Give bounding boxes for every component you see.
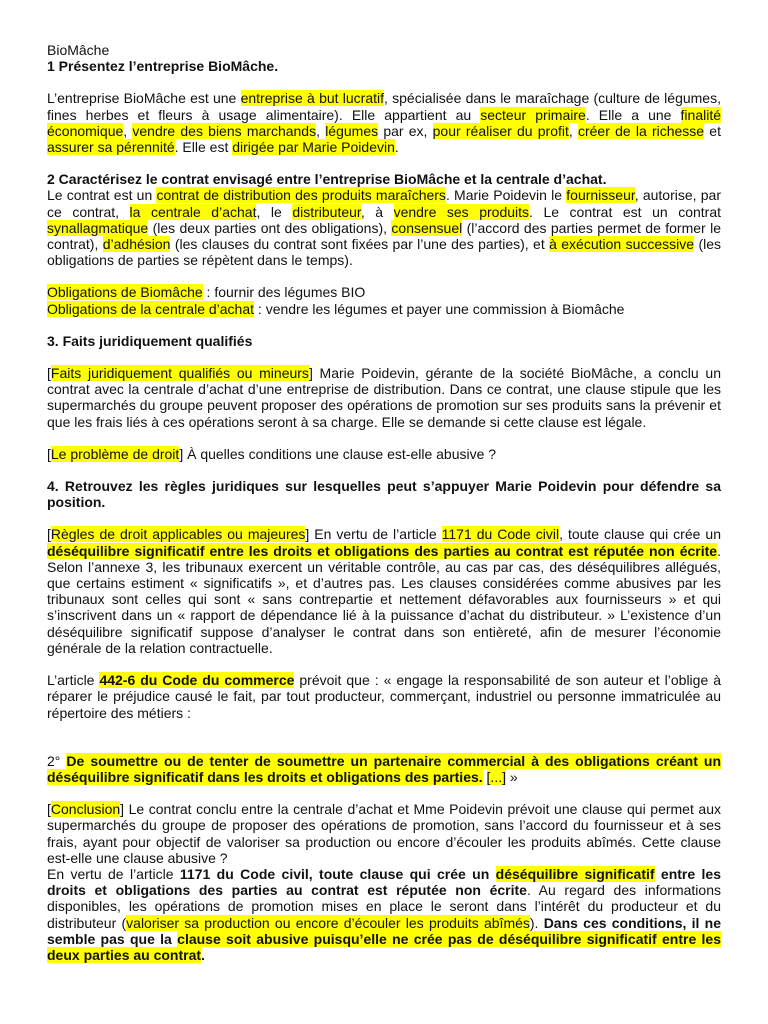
highlight: Règles de droit applicables ou majeures <box>50 526 306 543</box>
highlight: vendre ses produits <box>393 203 530 220</box>
highlight: entreprise à but lucratif <box>240 90 384 107</box>
highlight: distributeur <box>292 203 361 220</box>
highlight: synallagmatique <box>47 219 149 236</box>
biomache-obligations: Obligations de Biomâche : fournir des légumes BIO <box>47 284 366 301</box>
q4-final-paragraph: En vertu de l’article 1171 du Code civil, toute clause qui crée un déséquilibre significatif entre les droits et obligations des parties au contrat est réputée non écrite. Au regard des informations disponibles, les opérations de promotion mises en place le seront dans l’intérêt du producteur et du distributeur (valoriser sa production ou encore d’écouler les produits abîmés). Dans ces conditions, il ne semble pas que la clause soit abusive puisqu’elle ne crée pas de déséquilibre significatif entre les deux parties au contrat. <box>47 865 721 963</box>
document-title: BioMâche <box>47 42 110 58</box>
highlight: pour réaliser du profit <box>432 122 569 139</box>
highlight: fournisseur <box>566 187 635 204</box>
highlight: De soumettre ou de tenter de soumettre un partenaire commercial à des obligations créant un déséquilibre significatif dans les droits et obligations des parties. <box>47 752 721 785</box>
q3-problem: [Le problème de droit] À quelles conditions une clause est-elle abusive ? <box>47 445 497 462</box>
q4-quote-paragraph: 2° De soumettre ou de tenter de soumettre un partenaire commercial à des obligations créant un déséquilibre significatif dans les droits et obligations des parties. [...] » <box>47 752 721 785</box>
q1-heading: 1 Présentez l’entreprise BioMâche. <box>47 58 279 75</box>
highlight: contrat de distribution des produits maraîchers <box>156 187 446 204</box>
highlight: Faits juridiquement qualifiés ou mineurs <box>50 365 309 382</box>
q4-conclusion-paragraph: [Conclusion] Le contrat conclu entre la centrale d’achat et Mme Poidevin prévoit une clause qui permet aux supermarchés du groupe de proposer des opérations de promotion, sans l’accord du fournisseur et à ses frais, ayant pour objectif de valoriser sa production ou encore d’écouler les produits abîmés. Cette clause est-elle une clause abusive ? <box>47 801 721 866</box>
highlight: créer de la richesse <box>577 122 705 139</box>
highlight: la centrale d’achat <box>129 203 257 220</box>
highlight: Le problème de droit <box>50 445 180 462</box>
highlight: légumes <box>325 122 379 139</box>
highlight: à exécution successive <box>549 236 695 253</box>
highlight: finalité économique <box>47 106 721 139</box>
highlight: valoriser sa production ou encore d’écouler les produits abîmés <box>126 914 530 931</box>
q2-heading: 2 Caractérisez le contrat envisagé entre l’entreprise BioMâche et la centrale d’achat. <box>47 171 607 188</box>
highlight: déséquilibre significatif entre les droits et obligations des parties au contrat est réputée non écrite <box>47 542 718 559</box>
q4-article-paragraph: L’article 442-6 du Code du commerce prévoit que : « engage la responsabilité de son auteur et l’oblige à réparer le préjudice causé le fait, par tout producteur, commerçant, industriel ou personne immatriculée au répertoire des métiers : <box>47 672 721 721</box>
q4-rules-paragraph: [Règles de droit applicables ou majeures] En vertu de l’article 1171 du Code civil, toute clause qui crée un déséquilibre significatif entre les droits et obligations des parties au contrat est réputée non écrite. Selon l’annexe 3, les tribunaux exercent un véritable contrôle, au cas par cas, des déséquilibres allégués, que certains estiment « significatifs », et d’autres pas. Les clauses considérées comme abusives par les tribunaux sont celles qui sont « sans contrepartie et nettement défavorables aux fournisseurs » et qui s’inscrivent dans un « rapport de dépendance lié à la puissance d’achat du distributeur. » L’existence d’un déséquilibre significatif suppose d’analyser le contrat dans son entièreté, afin de mesurer l’économie générale de la relation contractuelle. <box>47 526 721 656</box>
highlight: Obligations de la centrale d’achat <box>47 300 255 317</box>
q3-heading: 3. Faits juridiquement qualifiés <box>47 332 253 349</box>
highlight: 442-6 du Code du commerce <box>99 672 295 689</box>
highlight: consensuel <box>391 219 463 236</box>
highlight: Conclusion <box>50 801 121 818</box>
highlight: [...] <box>486 768 506 785</box>
q3-facts-paragraph: [Faits juridiquement qualifiés ou mineurs] Marie Poidevin, gérante de la société BioMâche, a conclu un contrat avec la centrale d’achat d’une entreprise de distribution. Dans ce contrat, une clause stipule que les supermarchés du groupe peuvent proposer des opérations de promotion sur ses produits sans la prévenir et que les frais liés à ces opérations seront à sa charge. Elle se demande si cette clause est légale. <box>47 365 721 430</box>
highlight: secteur primaire <box>480 106 586 123</box>
highlight: dirigée par Marie Poidevin <box>232 139 395 156</box>
centrale-obligations: Obligations de la centrale d’achat : vendre les légumes et payer une commission à Biomâche <box>47 300 625 317</box>
highlight: Obligations de Biomâche <box>47 284 203 301</box>
highlight: clause soit abusive puisqu’elle ne crée pas de déséquilibre significatif entre les deux parties au contrat <box>47 930 721 963</box>
highlight: vendre des biens marchands <box>132 122 317 139</box>
highlight: d’adhésion <box>102 236 171 253</box>
q4-heading: 4. Retrouvez les règles juridiques sur lesquelles peut s’appuyer Marie Poidevin pour défendre sa position. <box>47 478 721 511</box>
highlight: 1171 du Code civil <box>441 526 560 543</box>
q2-paragraph: Le contrat est un contrat de distribution des produits maraîchers. Marie Poidevin le fournisseur, autorise, par ce contrat, la centrale d’achat, le distributeur, à vendre ses produits. Le contrat est un contrat synallagmatique (les deux parties ont des obligations), consensuel (l’accord des parties permet de former le contrat), d’adhésion (les clauses du contrat sont fixées par l’une des parties), et à exécution successive (les obligations de parties se répètent dans le temps). <box>47 187 722 269</box>
highlight: déséquilibre significatif <box>495 865 655 882</box>
q1-paragraph: L’entreprise BioMâche est une entreprise à but lucratif, spécialisée dans le maraîchage (culture de légumes, fines herbes et fleurs à usage alimentaire). Elle appartient au secteur primaire. Elle a une finalité économique, vendre des biens marchands, légumes par ex, pour réaliser du profit, créer de la richesse et assurer sa pérennité. Elle est dirigée par Marie Poidevin. <box>47 90 721 156</box>
highlight: assurer sa pérennité <box>47 139 175 156</box>
